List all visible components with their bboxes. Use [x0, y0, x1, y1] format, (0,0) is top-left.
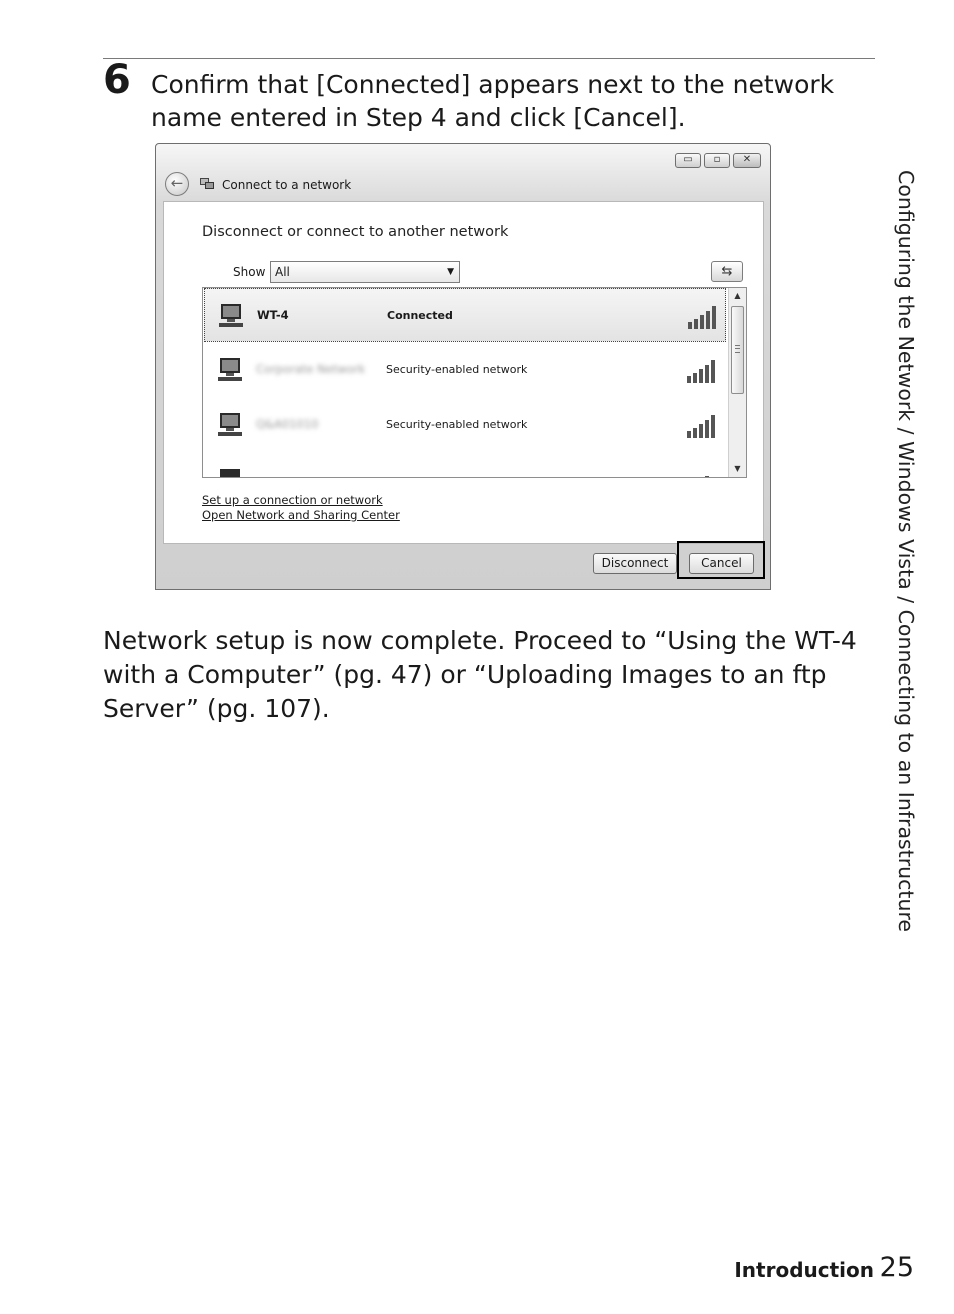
dialog-title: Connect to a network	[222, 178, 352, 192]
refresh-button[interactable]: ⇆	[711, 261, 743, 282]
body-paragraph: Network setup is now complete. Proceed to “Using the WT-4 with a Computer” (pg. 47) or “Uploading Images to an ftp Server” (pg. 107).	[103, 626, 857, 723]
side-section-heading: Configuring the Network / Windows Vista / Connecting to an Infrastructure	[894, 170, 918, 933]
network-computer-icon	[214, 467, 246, 478]
network-sharing-center-link[interactable]: Open Network and Sharing Center	[202, 508, 400, 522]
top-rule	[103, 58, 875, 59]
network-name: WT-4	[257, 308, 289, 322]
signal-strength-icon	[687, 304, 719, 330]
network-name: Q&A01010	[256, 417, 319, 431]
setup-connection-link[interactable]: Set up a connection or network	[202, 493, 383, 507]
dialog-heading: Disconnect or connect to another network	[202, 224, 509, 240]
scroll-thumb[interactable]	[731, 306, 744, 394]
network-row-wt4[interactable]	[204, 288, 726, 342]
network-status: Security-enabled network	[386, 363, 528, 376]
show-filter-select[interactable]	[270, 261, 460, 283]
network-row-3[interactable]	[204, 398, 726, 452]
scroll-up-icon[interactable]: ▲	[734, 291, 741, 300]
dialog-content	[163, 201, 764, 544]
network-computer-icon	[215, 302, 247, 330]
connect-to-network-dialog	[155, 143, 771, 590]
disconnect-button[interactable]: Disconnect	[593, 553, 677, 574]
cancel-button[interactable]: Cancel	[689, 553, 754, 574]
network-list	[202, 287, 747, 478]
window-controls	[675, 153, 761, 168]
signal-strength-icon	[686, 358, 718, 384]
grip-icon	[735, 345, 740, 353]
footer-section-name: Introduction	[734, 1258, 874, 1282]
network-name: Corporate Network	[256, 362, 366, 376]
signal-strength-icon	[686, 469, 718, 478]
show-label: Show	[233, 265, 266, 279]
step-number: 6	[103, 57, 131, 103]
show-filter-value: All	[275, 265, 290, 279]
network-list-scrollbar[interactable]	[728, 288, 746, 477]
network-status: Connected	[387, 309, 453, 322]
back-button[interactable]: ←	[165, 172, 189, 196]
maximize-button[interactable]: ▫	[704, 153, 730, 168]
network-icon	[199, 177, 215, 191]
network-status: Security-enabled network	[386, 418, 528, 431]
minimize-button[interactable]: ▭	[675, 153, 701, 168]
network-row-partial[interactable]	[204, 453, 726, 478]
close-button[interactable]: ✕	[733, 153, 761, 168]
scroll-down-icon[interactable]: ▼	[734, 464, 741, 473]
page-number: 25	[879, 1252, 914, 1283]
network-computer-icon	[214, 411, 246, 439]
network-computer-icon	[214, 356, 246, 384]
network-row-2[interactable]	[204, 343, 726, 397]
chevron-down-icon: ▼	[447, 267, 454, 277]
signal-strength-icon	[686, 413, 718, 439]
step-instruction: Confirm that [Connected] appears next to the network name entered in Step 4 and click [Cancel].	[151, 70, 835, 132]
